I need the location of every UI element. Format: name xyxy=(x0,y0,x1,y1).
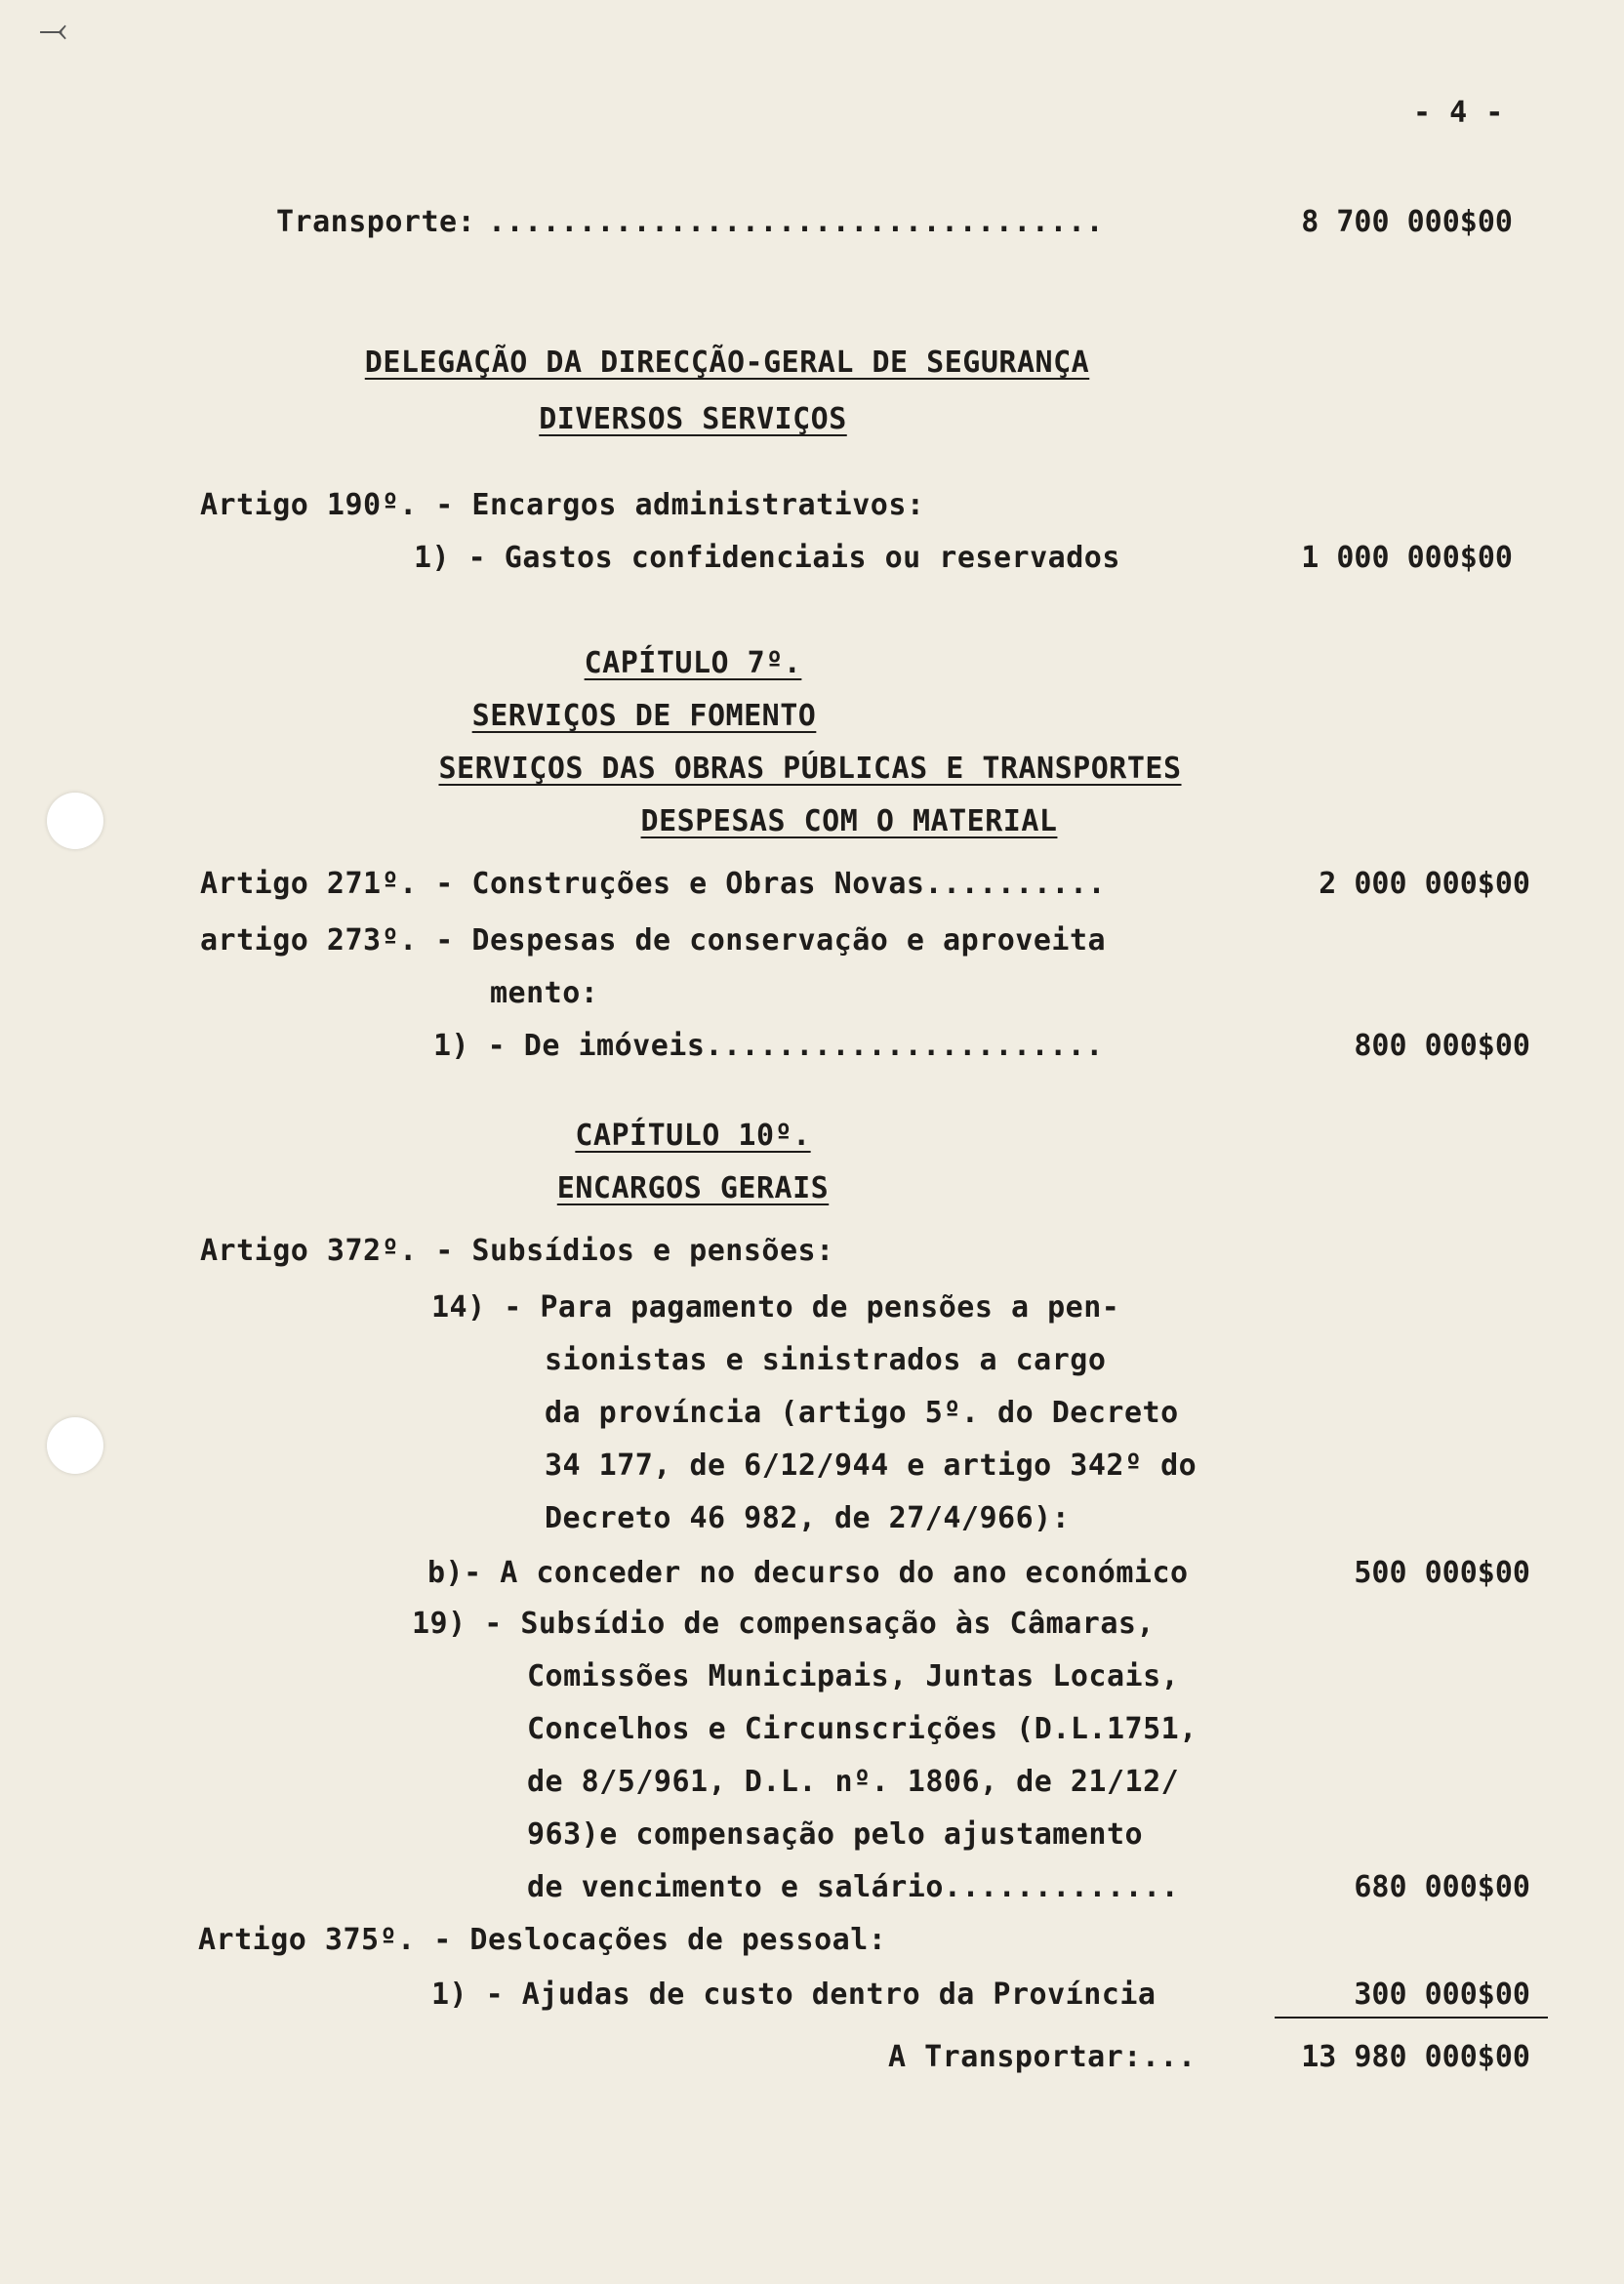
heading-encargos-gerais: ENCARGOS GERAIS xyxy=(556,1171,830,1205)
total-rule xyxy=(1275,2017,1548,2019)
item-19-line-6: de vencimento e salário............. xyxy=(527,1870,1180,1904)
artigo-271-amount: 2 000 000$00 xyxy=(1319,867,1530,901)
a-transportar-amount: 13 980 000$00 xyxy=(1301,2040,1530,2074)
heading-diversos-servicos: DIVERSOS SERVIÇOS xyxy=(539,402,847,436)
item-14-line-3: da província (artigo 5º. do Decreto xyxy=(545,1396,1179,1430)
corner-mark: ⤙ xyxy=(39,10,67,50)
artigo-273-continuation: mento: xyxy=(490,976,599,1010)
heading-despesas-material: DESPESAS COM O MATERIAL xyxy=(640,804,1058,838)
item-19-amount: 680 000$00 xyxy=(1354,1870,1530,1904)
item-19-line-5: 963)e compensação pelo ajustamento xyxy=(527,1817,1144,1852)
item-14-line-5: Decreto 46 982, de 27/4/966): xyxy=(545,1501,1071,1535)
artigo-375-item-1: 1) - Ajudas de custo dentro da Província xyxy=(431,1978,1157,2012)
punch-hole-bottom xyxy=(47,1417,103,1474)
item-b: b)- A conceder no decurso do ano económico xyxy=(427,1556,1189,1590)
item-b-amount: 500 000$00 xyxy=(1354,1556,1530,1590)
page-number: - 4 - xyxy=(1413,96,1504,130)
artigo-273-amount: 800 000$00 xyxy=(1354,1029,1530,1063)
heading-capitulo-10: CAPÍTULO 10º. xyxy=(575,1119,811,1153)
transporte-label: Transporte: xyxy=(276,205,476,239)
artigo-190-amount: 1 000 000$00 xyxy=(1301,541,1513,575)
item-19-line-2: Comissões Municipais, Juntas Locais, xyxy=(527,1659,1180,1693)
transporte-leader: .................................. xyxy=(488,205,1105,239)
artigo-271: Artigo 271º. - Construções e Obras Novas.......... xyxy=(200,867,1107,901)
artigo-190: Artigo 190º. - Encargos administrativos: xyxy=(200,488,925,522)
artigo-375-amount: 300 000$00 xyxy=(1354,1978,1530,2012)
item-19-line-4: de 8/5/961, D.L. nº. 1806, de 21/12/ xyxy=(527,1765,1180,1799)
artigo-375: Artigo 375º. - Deslocações de pessoal: xyxy=(198,1923,887,1957)
item-19-line-1: 19) - Subsídio de compensação às Câmaras, xyxy=(412,1607,1156,1641)
artigo-372: Artigo 372º. - Subsídios e pensões: xyxy=(200,1234,834,1268)
item-14-line-4: 34 177, de 6/12/944 e artigo 342º do xyxy=(545,1448,1198,1483)
artigo-273: artigo 273º. - Despesas de conservação e aproveita xyxy=(200,923,1107,958)
item-14-line-2: sionistas e sinistrados a cargo xyxy=(545,1343,1107,1377)
item-19-line-3: Concelhos e Circunscrições (D.L.1751, xyxy=(527,1712,1198,1746)
heading-obras-publicas: SERVIÇOS DAS OBRAS PÚBLICAS E TRANSPORTES xyxy=(438,752,1182,786)
heading-delegacao: DELEGAÇÃO DA DIRECÇÃO-GERAL DE SEGURANÇA xyxy=(364,346,1090,380)
heading-servicos-fomento: SERVIÇOS DE FOMENTO xyxy=(471,699,817,733)
punch-hole-top xyxy=(47,793,103,849)
item-14-line-1: 14) - Para pagamento de pensões a pen- xyxy=(431,1290,1120,1325)
artigo-273-item-1: 1) - De imóveis...................... xyxy=(433,1029,1104,1063)
transporte-amount: 8 700 000$00 xyxy=(1301,205,1513,239)
artigo-190-item-1: 1) - Gastos confidenciais ou reservados xyxy=(414,541,1120,575)
a-transportar-label: A Transportar:... xyxy=(888,2040,1197,2074)
heading-capitulo-7: CAPÍTULO 7º. xyxy=(584,646,802,680)
